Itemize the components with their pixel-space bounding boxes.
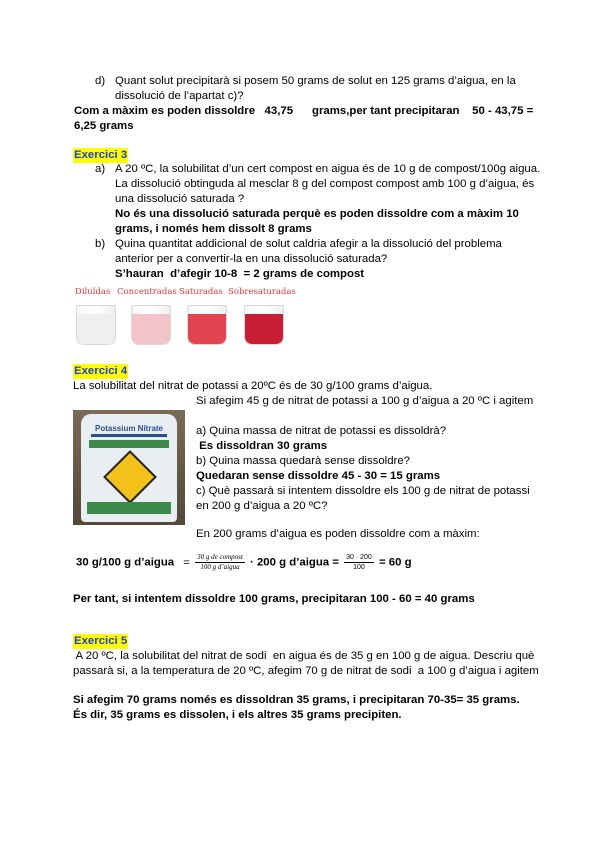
frac1-denominator: 100 g d’aigua	[200, 563, 240, 571]
ex3-a-line1: A 20 ºC, la solubilitat d’un cert compost en aigua és de 10 g de compost/100g aigua.	[115, 163, 541, 175]
question-d-marker: d)	[95, 75, 106, 87]
answer-d-line1: Com a màxim es poden dissoldre 43,75 grams,per tant precipitaran 50 - 43,75 =	[74, 105, 534, 117]
ex4-answer-a: Es dissoldran 30 grams	[196, 440, 328, 452]
eq-fraction-2	[344, 553, 374, 572]
ex3-b-answer: S’hauran d’afegir 10-8 = 2 grams de compost	[115, 268, 365, 280]
frac1-numerator: 30 g de compost	[197, 553, 243, 561]
bag-label: Potassium Nitrate	[94, 424, 164, 433]
answer-d-line2: 6,25 grams	[74, 120, 134, 132]
exercise-4-title: Exercici 4	[74, 365, 128, 377]
ex3-a-answer1: No és una dissolució saturada perquè es poden dissoldre com a màxim 10	[115, 208, 519, 220]
ex5-line1: A 20 ºC, la solubilitat del nitrat de sodi en aigua és de 35 g en 100 g de aigua. Descriu què	[73, 650, 535, 662]
glass-sobresaturada	[244, 305, 284, 345]
eq-equals-1: =	[183, 556, 190, 569]
question-d-line2: dissolució de l’apartat c)?	[115, 90, 244, 102]
label-sobresaturadas: Sobresaturadas	[228, 287, 296, 297]
glass-saturada	[187, 305, 227, 345]
ex4-question-a: a) Quina massa de nitrat de potassi es dissoldrà?	[196, 425, 447, 437]
ex4-c-text: En 200 grams d’aigua es poden dissoldre com a màxim:	[196, 528, 480, 540]
ex3-a-line2: La dissolució obtinguda al mesclar 8 g del compost compost amb 100 g d’aigua, és	[115, 178, 535, 190]
ex3-a-answer2: grams, i només hem dissolt 8 grams	[115, 223, 312, 235]
question-d-line1: Quant solut precipitarà si posem 50 grams de solut en 125 grams d’aigua, en la	[115, 75, 516, 87]
label-saturadas: Saturadas	[179, 287, 223, 297]
label-diluidas: Diluïdas	[75, 287, 111, 297]
ex4-conclusion: Per tant, si intentem dissoldre 100 grams, precipitaran 100 - 60 = 40 grams	[73, 593, 475, 605]
ex4-equation	[76, 553, 412, 572]
frac2-denominator: 100	[353, 564, 365, 571]
potassium-nitrate-image	[73, 410, 185, 525]
eq-middle: · 200 g d’aigua =	[250, 556, 339, 569]
oxidizer-hazard-icon	[103, 450, 157, 504]
ex3-b-line1: Quina quantitat addicional de solut caldria afegir a la dissolució del problema	[115, 238, 502, 250]
glass-diluida	[76, 305, 116, 345]
glass-concentrada	[131, 305, 171, 345]
bag-stripe	[91, 434, 167, 437]
bag-bottom-band	[87, 502, 171, 514]
ex4-question-c-line2: en 200 g d’aigua a 20 ºC?	[196, 500, 328, 512]
eq-right: = 60 g	[378, 556, 412, 569]
ex4-intro2: Si afegim 45 g de nitrat de potassi a 100 g d’aigua a 20 ºC i agitem	[196, 395, 534, 407]
frac2-numerator: 30 · 200	[346, 554, 372, 561]
ex3-b-marker: b)	[95, 238, 106, 250]
ex3-b-line2: anterior per a convertir-la en una dissolució saturada?	[115, 253, 388, 265]
ex5-line2: passarà si, a la temperatura de 20 ºC, afegim 70 g de nitrat de sodi a 100 g d’aigua i agitem	[73, 665, 539, 677]
ex5-answer2: És dir, 35 grams es dissolen, i els altres 35 grams precipiten.	[73, 709, 402, 721]
ex4-question-c-line1: c) Què passarà si intentem dissoldre els 100 g de nitrat de potassi	[196, 485, 530, 497]
exercise-3-title: Exercici 3	[74, 149, 128, 161]
ex4-answer-b: Quedaran sense dissoldre 45 - 30 = 15 grams	[196, 470, 441, 482]
eq-fraction-1	[195, 553, 245, 572]
eq-left: 30 g/100 g d’aigua	[76, 556, 175, 569]
ex5-answer1: Si afegim 70 grams només es dissoldran 35 grams, i precipitaran 70-35= 35 grams.	[73, 694, 520, 706]
ex3-a-line3: una dissolució saturada ?	[115, 193, 245, 205]
ex3-a-marker: a)	[95, 163, 106, 175]
label-concentradas: Concentradas	[117, 287, 177, 297]
bag-body	[81, 414, 177, 522]
exercise-5-title: Exercici 5	[74, 635, 128, 647]
ex4-intro: La solubilitat del nitrat de potassi a 20ºC és de 30 g/100 grams d’aigua.	[73, 380, 433, 392]
ex4-question-b: b) Quina massa quedarà sense dissoldre?	[196, 455, 411, 467]
bag-band	[89, 440, 169, 448]
